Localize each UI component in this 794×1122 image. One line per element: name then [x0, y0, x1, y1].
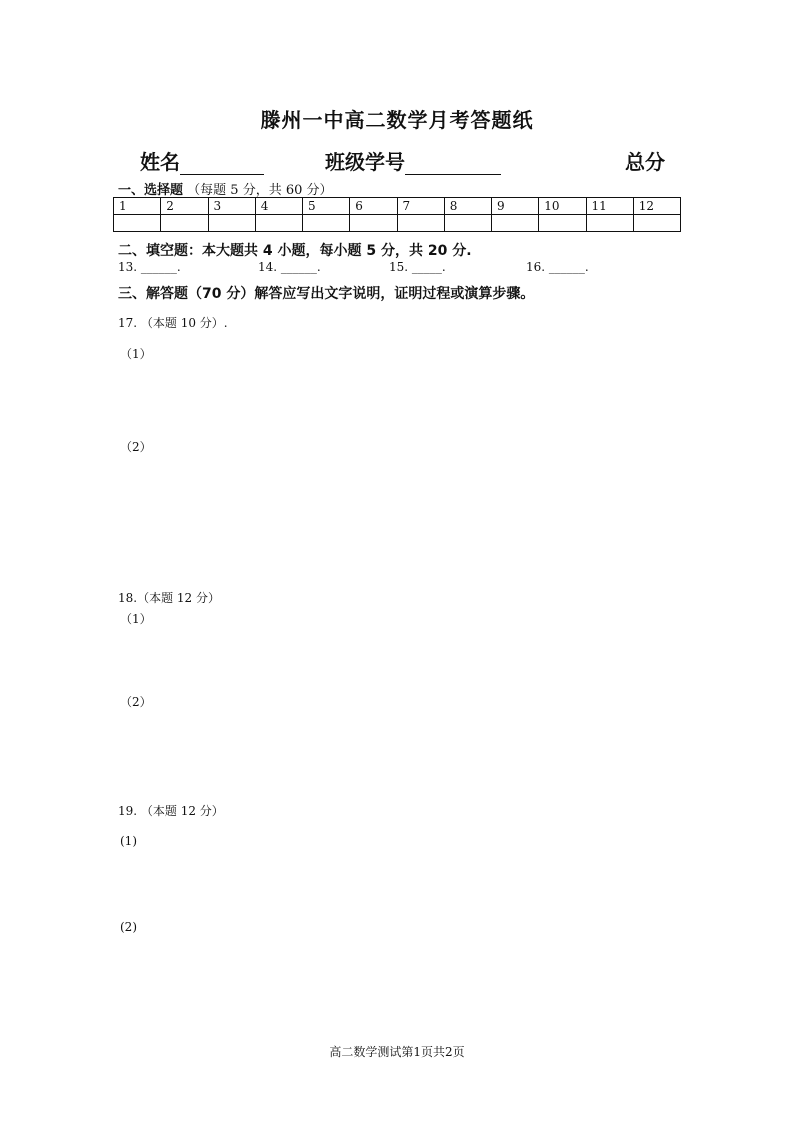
question-18-part-2: （2） [120, 695, 152, 709]
fill-line: ______. [548, 260, 589, 274]
choice-answer-cell[interactable] [350, 215, 397, 232]
fill-line: _____. [411, 260, 446, 274]
total-score-label: 总分 [625, 150, 665, 174]
fill-number: 15. [389, 260, 409, 274]
fill-number: 16. [526, 260, 546, 274]
choice-number: 7 [397, 198, 444, 215]
choice-number: 8 [444, 198, 491, 215]
choice-number: 4 [255, 198, 302, 215]
choice-answer-cell[interactable] [633, 215, 680, 232]
choice-answer-cell[interactable] [114, 215, 161, 232]
section3-heading: 三、解答题（70 分）解答应写出文字说明，证明过程或演算步骤。 [118, 286, 535, 302]
fill-line: ______. [280, 260, 321, 274]
section1-note: （每题 5 分，共 60 分） [187, 183, 333, 198]
class-field [325, 146, 501, 175]
question-19-part-2: (2) [120, 920, 137, 934]
fill-blank-13[interactable] [118, 260, 181, 274]
choice-number-row [114, 198, 681, 215]
name-blank[interactable] [180, 154, 264, 175]
fill-blank-15[interactable] [389, 260, 446, 274]
choice-answer-cell[interactable] [303, 215, 350, 232]
fill-line: ______. [140, 260, 181, 274]
choice-number: 9 [492, 198, 539, 215]
question-17-part-2: （2） [120, 440, 152, 454]
question-17-label: 17. （本题 10 分）. [118, 316, 228, 330]
fill-blank-16[interactable] [526, 260, 589, 274]
question-17-part-1: （1） [120, 347, 152, 361]
fill-blank-14[interactable] [258, 260, 321, 274]
choice-number: 1 [114, 198, 161, 215]
class-label: 班级学号 [325, 150, 405, 174]
name-label: 姓名 [140, 150, 180, 174]
choice-answer-cell[interactable] [208, 215, 255, 232]
section2-heading: 二、填空题：本大题共 4 小题，每小题 5 分，共 20 分. [118, 243, 472, 259]
name-field [140, 146, 264, 175]
choice-number: 6 [350, 198, 397, 215]
choice-number: 2 [161, 198, 208, 215]
choice-answer-row [114, 215, 681, 232]
question-18-part-1: （1） [120, 612, 152, 626]
choice-answer-cell[interactable] [397, 215, 444, 232]
class-blank[interactable] [405, 154, 501, 175]
section1-header [118, 179, 333, 198]
choice-number: 3 [208, 198, 255, 215]
choice-answer-cell[interactable] [444, 215, 491, 232]
page-footer: 高二数学测试第1页共2页 [329, 1045, 465, 1059]
question-19-label: 19. （本题 12 分） [118, 804, 224, 818]
page-title: 滕州一中高二数学月考答题纸 [260, 108, 534, 132]
question-18-label: 18.（本题 12 分） [118, 591, 220, 605]
choice-answer-cell[interactable] [539, 215, 586, 232]
choice-number: 5 [303, 198, 350, 215]
choice-answer-cell[interactable] [492, 215, 539, 232]
fill-number: 13. [118, 260, 138, 274]
choice-answer-cell[interactable] [586, 215, 633, 232]
choice-answer-cell[interactable] [161, 215, 208, 232]
fill-number: 14. [258, 260, 278, 274]
choice-number: 12 [633, 198, 680, 215]
question-19-part-1: (1) [120, 834, 137, 848]
choice-answer-cell[interactable] [255, 215, 302, 232]
section1-heading: 一、选择题 [118, 183, 184, 198]
choice-number: 10 [539, 198, 586, 215]
choice-answer-table [113, 197, 681, 232]
choice-number: 11 [586, 198, 633, 215]
